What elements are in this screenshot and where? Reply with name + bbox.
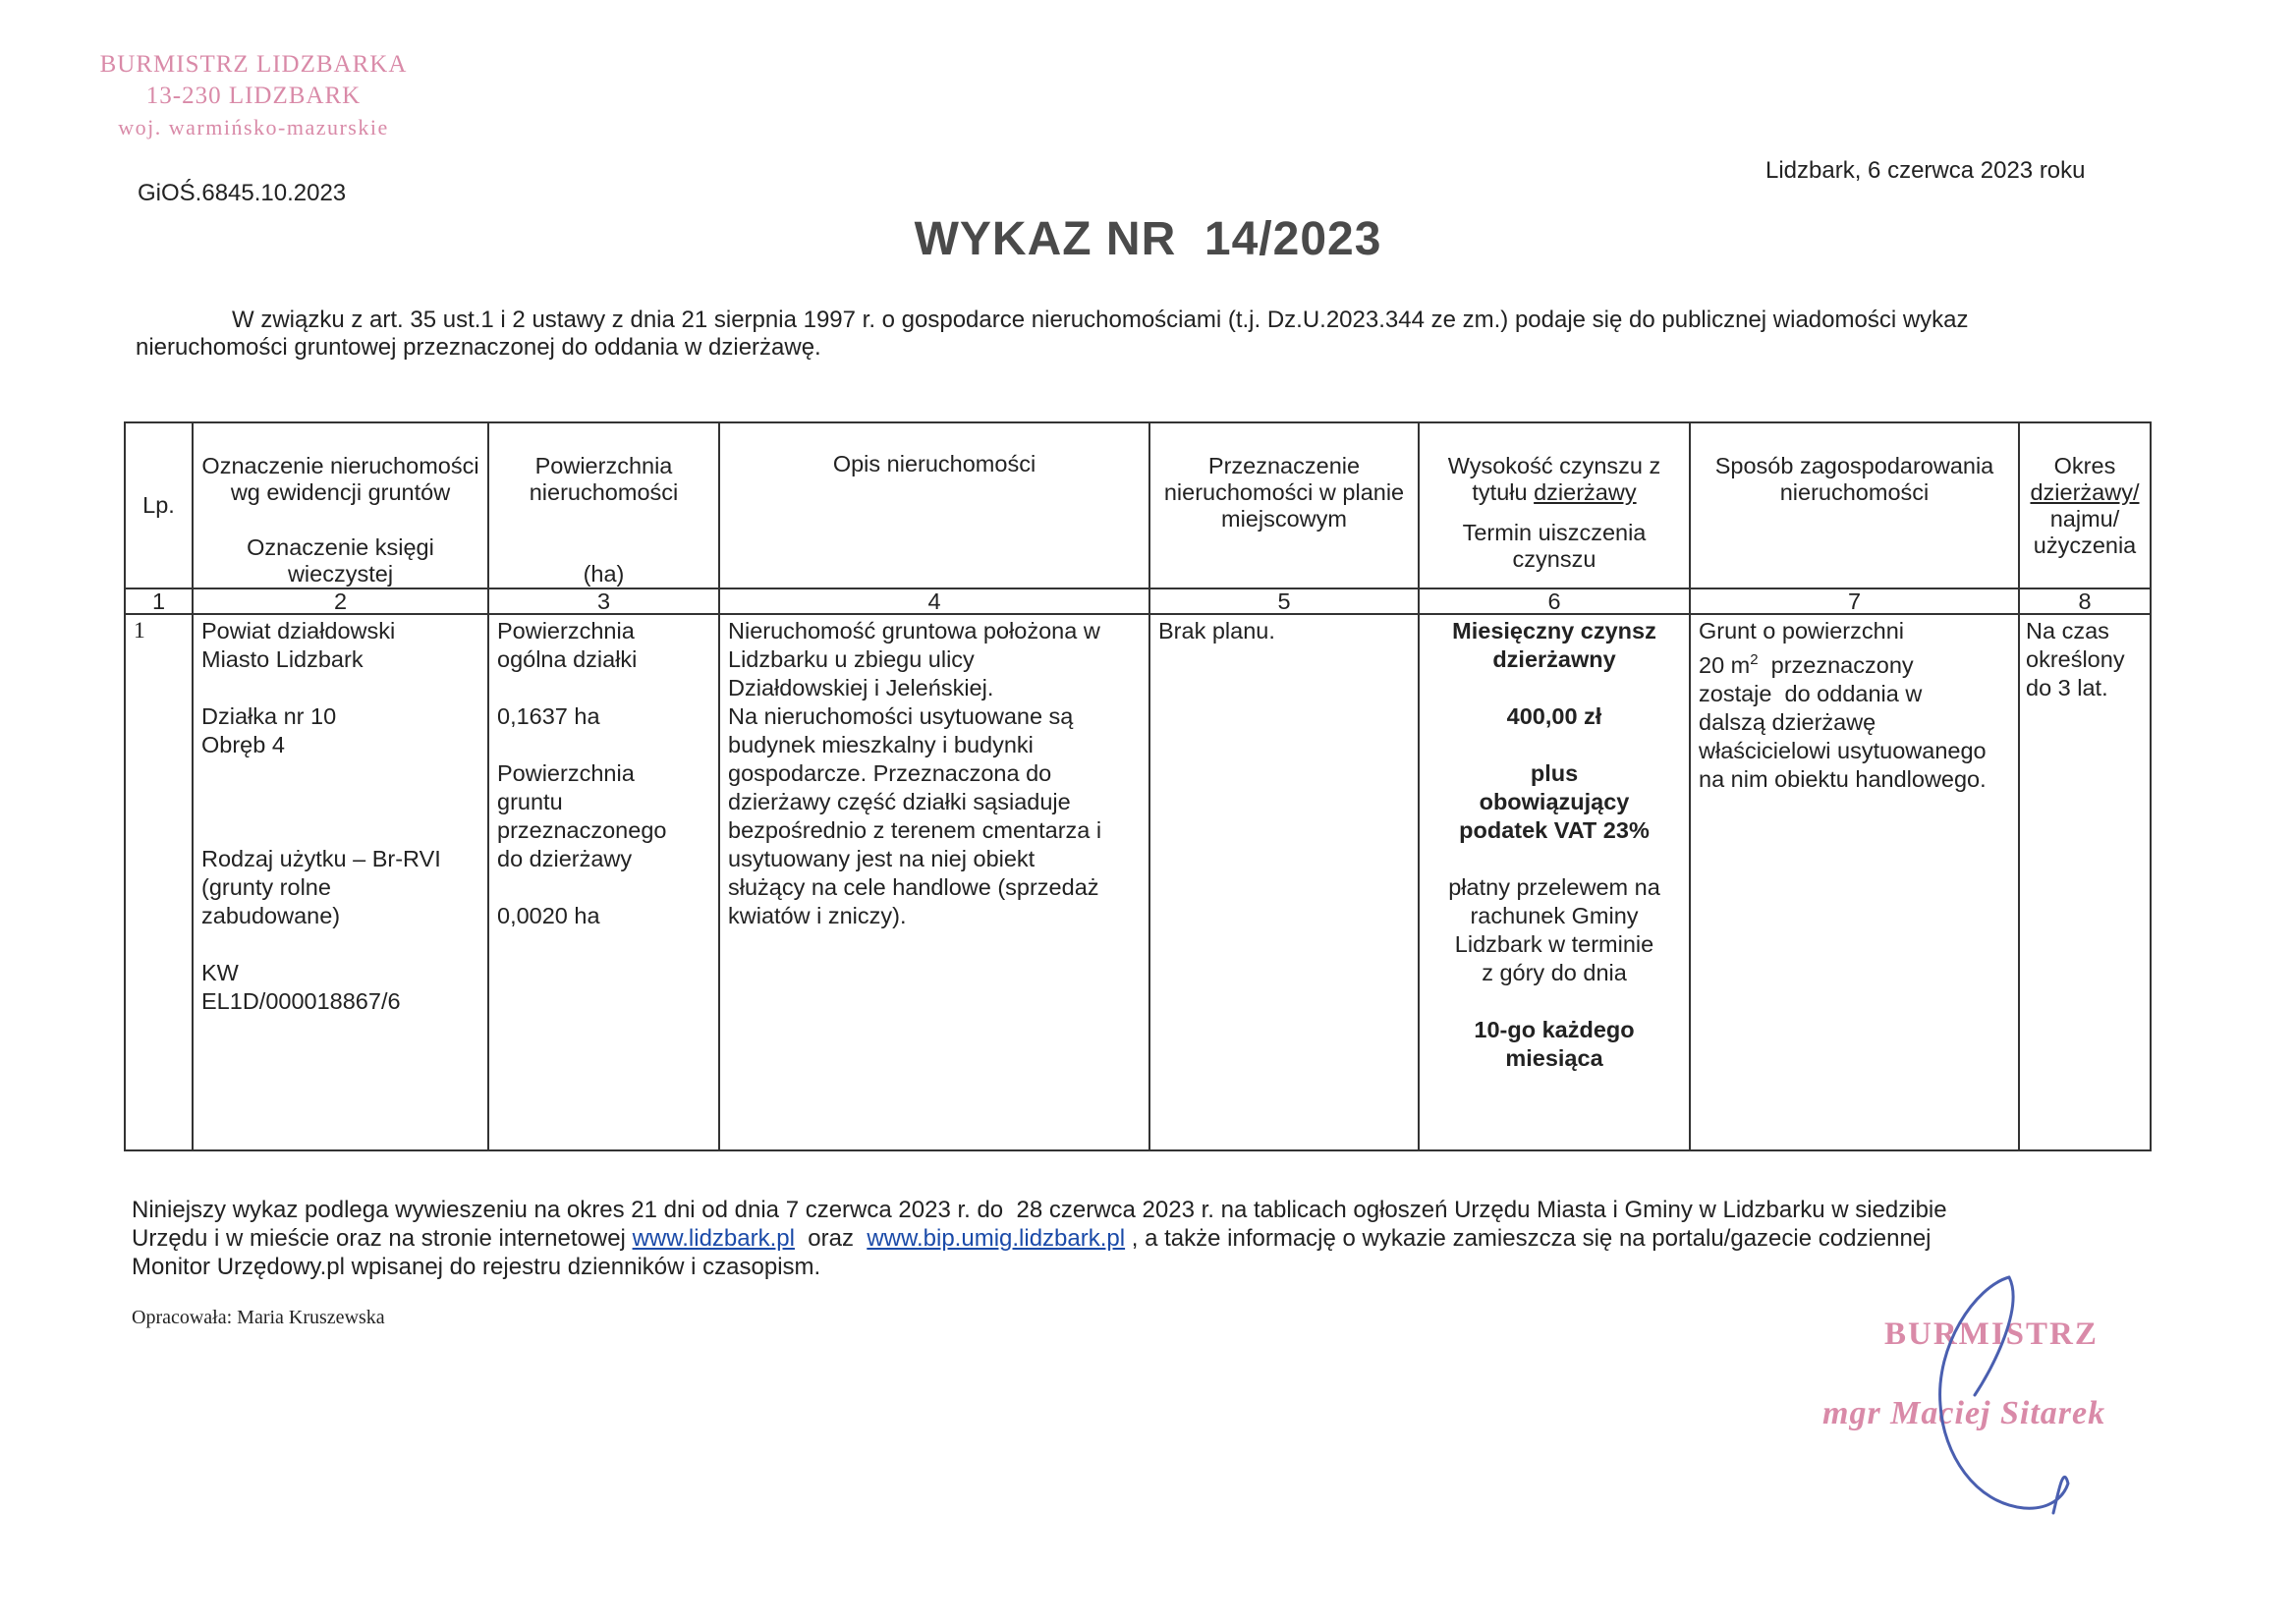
cell-line: do 3 lat. bbox=[2026, 675, 2108, 700]
cell-line: KW bbox=[201, 960, 239, 985]
rent-amount: 400,00 zł bbox=[1506, 703, 1602, 729]
header-designation-text: Oznaczenie nieruchomości wg ewidencji gruntów bbox=[201, 453, 479, 505]
header-development: Sposób zagospodarowania nieruchomości bbox=[1690, 422, 2019, 588]
footer-line-2 bbox=[132, 1224, 2097, 1253]
header-lp: Lp. bbox=[125, 422, 193, 588]
header-designation bbox=[193, 422, 488, 588]
footer-text: oraz bbox=[794, 1225, 868, 1252]
cell-line: do dzierżawy bbox=[497, 846, 633, 871]
cell-line: 0,0020 ha bbox=[497, 903, 600, 928]
header-rent-text-main: Wysokość czynszu z tytułu bbox=[1447, 453, 1661, 505]
column-numbers-row bbox=[125, 588, 2151, 614]
header-period-l3: najmu/ bbox=[2049, 506, 2120, 532]
document-title: WYKAZ NR 14/2023 bbox=[914, 213, 1382, 265]
cell-line: podatek VAT 23% bbox=[1459, 817, 1650, 843]
cell-line: 0,1637 ha bbox=[497, 703, 600, 729]
header-period bbox=[2019, 422, 2151, 588]
header-area-text: Powierzchnia nieruchomości bbox=[529, 453, 679, 505]
footer-text: Urzędu i w mieście oraz na stronie internetowej bbox=[132, 1225, 633, 1252]
office-stamp bbox=[57, 49, 450, 143]
column-number: 8 bbox=[2019, 588, 2151, 614]
stamp-line-1: BURMISTRZ LIDZBARKA bbox=[99, 51, 408, 78]
lidzbark-link[interactable]: www.lidzbark.pl bbox=[632, 1225, 795, 1252]
header-period-l4: użyczenia bbox=[2033, 532, 2137, 558]
stamp-line-2: 13-230 LIDZBARK bbox=[145, 83, 362, 109]
column-number: 6 bbox=[1419, 588, 1690, 614]
cell-line: Działka nr 10 bbox=[201, 703, 337, 729]
table-header-row bbox=[125, 422, 2151, 588]
cell-line: (grunty rolne bbox=[201, 874, 331, 900]
cell-line: Na nieruchomości usytuowane są bbox=[728, 703, 1074, 729]
property-table bbox=[124, 421, 2152, 1151]
mayor-stamp-title: BURMISTRZ bbox=[1884, 1316, 2099, 1352]
header-period-l1: Okres bbox=[2053, 453, 2116, 478]
cell-line: Na czas bbox=[2026, 618, 2109, 644]
row-period bbox=[2019, 614, 2151, 1150]
header-payment-term: Termin uiszczenia czynszu bbox=[1462, 520, 1647, 572]
cell-line: określony bbox=[2026, 646, 2125, 672]
footer-text: , a także informację o wykazie zamieszcza się na portalu/gazecie codziennej bbox=[1125, 1225, 1932, 1252]
cell-line: Powierzchnia bbox=[497, 618, 635, 644]
column-number: 1 bbox=[125, 588, 193, 614]
cell-line: z góry do dnia bbox=[1482, 960, 1627, 985]
header-rent-text-underlined: dzierżawy bbox=[1534, 479, 1637, 505]
header-land-register-text: Oznaczenie księgi wieczystej bbox=[247, 534, 434, 587]
column-number: 5 bbox=[1149, 588, 1419, 614]
column-number: 4 bbox=[719, 588, 1149, 614]
header-plan-purpose: Przeznaczenie nieruchomości w planie miejscowym bbox=[1149, 422, 1419, 588]
stamp-line-3: woj. warmińsko-mazurskie bbox=[118, 115, 389, 140]
cell-line: służący na cele handlowe (sprzedaż bbox=[728, 874, 1099, 900]
cell-line bbox=[1699, 645, 2010, 680]
cell-line: Lidzbark w terminie bbox=[1454, 931, 1654, 957]
footer-paragraph bbox=[132, 1196, 2097, 1281]
intro-line-2: nieruchomości gruntowej przeznaczonej do oddania w dzierżawę. bbox=[136, 334, 821, 361]
cell-line: gruntu bbox=[497, 789, 563, 814]
place-date: Lidzbark, 6 czerwca 2023 roku bbox=[1765, 157, 2086, 184]
cell-line: ogólna działki bbox=[497, 646, 638, 672]
header-description: Opis nieruchomości bbox=[719, 422, 1149, 588]
cell-line: Miasto Lidzbark bbox=[201, 646, 364, 672]
cell-line: właścicielowi usytuowanego bbox=[1699, 737, 1987, 763]
bip-link[interactable]: www.bip.umig.lidzbark.pl bbox=[867, 1225, 1126, 1252]
cell-line: plus bbox=[1530, 760, 1579, 786]
header-period-l2: dzierżawy/ bbox=[2030, 479, 2140, 505]
header-area-unit: (ha) bbox=[583, 561, 625, 587]
cell-line: rachunek Gminy bbox=[1470, 903, 1639, 928]
cell-line: miesiąca bbox=[1505, 1045, 1603, 1071]
cell-line: Grunt o powierzchni bbox=[1699, 618, 1904, 644]
cell-line: kwiatów i zniczy). bbox=[728, 903, 907, 928]
cell-line: dalszą dzierżawę bbox=[1699, 708, 1876, 735]
mayor-stamp-name: mgr Maciej Sitarek bbox=[1822, 1395, 2106, 1431]
header-rent-text bbox=[1428, 453, 1681, 506]
cell-line: dzierżawy część działki sąsiaduje bbox=[728, 789, 1071, 814]
footer-line-1: Niniejszy wykaz podlega wywieszeniu na okres 21 dni od dnia 7 czerwca 2023 r. do 28 czerwca 2023 r. na tablicach ogłoszeń Urzędu Miasta i Gminy w Lidzbarku w siedzibie bbox=[132, 1197, 1947, 1223]
cell-line: zostaje do oddania w bbox=[1699, 680, 1923, 706]
cell-line: Lidzbarku u zbiegu ulicy bbox=[728, 646, 975, 672]
cell-line: Nieruchomość gruntowa położona w bbox=[728, 618, 1100, 644]
cell-line: obowiązujący bbox=[1479, 789, 1630, 814]
cell-line: 10-go każdego bbox=[1474, 1017, 1635, 1042]
cell-line: płatny przelewem na bbox=[1448, 874, 1660, 900]
column-number: 2 bbox=[193, 588, 488, 614]
column-number: 3 bbox=[488, 588, 719, 614]
cell-line: Powiat działdowski bbox=[201, 618, 396, 644]
cell-line: Miesięczny czynsz bbox=[1452, 618, 1656, 644]
prepared-by: Opracowała: Maria Kruszewska bbox=[132, 1307, 385, 1328]
row-designation bbox=[193, 614, 488, 1150]
row-plan-purpose: Brak planu. bbox=[1149, 614, 1419, 1150]
cell-line: przeznaczonego bbox=[497, 817, 667, 843]
header-area bbox=[488, 422, 719, 588]
row-development bbox=[1690, 614, 2019, 1150]
cell-line: Działdowskiej i Jeleńskiej. bbox=[728, 675, 994, 700]
cell-line: Rodzaj użytku – Br-RVI bbox=[201, 846, 441, 871]
cell-line: EL1D/000018867/6 bbox=[201, 988, 401, 1014]
cell-line: usytuowany jest na niej obiekt bbox=[728, 846, 1036, 871]
reference-number: GiOŚ.6845.10.2023 bbox=[138, 180, 347, 206]
cell-text: przeznaczony bbox=[1758, 651, 1914, 678]
handwritten-signature bbox=[1916, 1267, 2083, 1523]
row-rent bbox=[1419, 614, 1690, 1150]
header-rent bbox=[1419, 422, 1690, 588]
row-description bbox=[719, 614, 1149, 1150]
footer-line-3: Monitor Urzędowy.pl wpisanej do rejestru dzienników i czasopism. bbox=[132, 1254, 821, 1280]
intro-paragraph bbox=[136, 307, 2100, 362]
area-superscript: 2 bbox=[1750, 651, 1759, 668]
intro-line-1: W związku z art. 35 ust.1 i 2 ustawy z dnia 21 sierpnia 1997 r. o gospodarce nieruchomościami (t.j. Dz.U.2023.344 ze zm.) podaje się do publicznej wiadomości wykaz bbox=[232, 307, 1969, 333]
cell-line: gospodarcze. Przeznaczona do bbox=[728, 760, 1052, 786]
row-lp: 1 bbox=[125, 614, 193, 1150]
row-area bbox=[488, 614, 719, 1150]
cell-line: na nim obiektu handlowego. bbox=[1699, 765, 1987, 792]
area-value: 20 m bbox=[1699, 651, 1751, 678]
cell-line: budynek mieszkalny i budynki bbox=[728, 732, 1034, 757]
table-row bbox=[125, 614, 2151, 1150]
column-number: 7 bbox=[1690, 588, 2019, 614]
cell-line: zabudowane) bbox=[201, 903, 341, 928]
cell-line: bezpośrednio z terenem cmentarza i bbox=[728, 817, 1102, 843]
cell-line: dzierżawny bbox=[1492, 646, 1616, 672]
cell-line: Powierzchnia bbox=[497, 760, 635, 786]
cell-line: Obręb 4 bbox=[201, 732, 285, 757]
